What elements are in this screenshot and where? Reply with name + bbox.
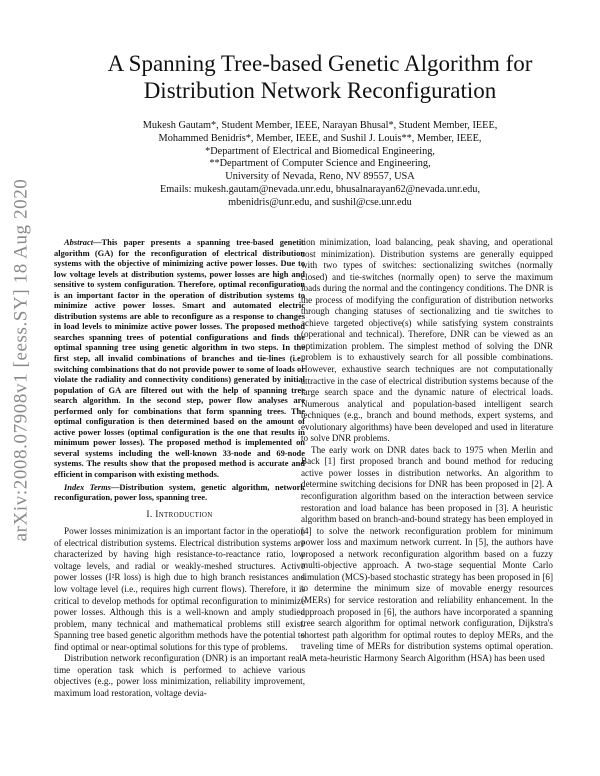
- index-terms: [54, 482, 305, 503]
- abstract-text: —This paper presents a spanning tree-based genetic algorithm (GA) for the reconfiguration of electrical distribution systems with the objective of minimizing active power losses. Due to low voltage levels at distribution systems, power losses are high and sensitive to system configuration. Therefore, optimal reconfiguration is an important factor in the operation of distribution systems to minimize active power losses. Smart and automated electric distribution systems are able to reconfigure as a response to changes in load levels to minimize active power losses. The proposed method searches spanning trees of potential configurations and finds the optimal spanning tree using genetic algorithm in two steps. In the first step, all invalid combinations of branches and tie-lines (i.e., switching combinations that do not provide power to some of loads or violate the radiality and connectivity conditions) generated by initial population of GA are filtered out with the help of spanning tree search algorithm. In the second step, power flow analyses are performed only for combinations that form spanning trees. The optimal configuration is then determined based on the amount of active power losses (optimal configuration is the one that results in minimum power losses). The proposed method is implemented on several systems including the well-known 33-node and 69-node systems. The results show that the proposed method is accurate and efficient in comparison with existing methods.: [54, 237, 305, 480]
- left-column: [54, 237, 305, 699]
- body-paragraph: Distribution network reconfiguration (DNR) is an important real-time operation task which is performed to achieve various objectives (e.g., power loss minimization, reliability improvement, maximum load restoration, voltage devia-: [54, 653, 305, 698]
- abstract-label: Abstract: [64, 237, 94, 247]
- affiliation-line: **Department of Computer Science and Engineering,: [209, 158, 431, 170]
- author-block: [50, 120, 590, 210]
- section-heading: I. Introduction: [146, 509, 213, 520]
- affiliation-line: University of Nevada, Reno, NV 89557, USA: [225, 171, 415, 183]
- right-column: [301, 237, 553, 664]
- email-line: Emails: mukesh.gautam@nevada.unr.edu, bhusalnarayan62@nevada.unr.edu,: [159, 183, 481, 195]
- index-terms-label: Index Terms: [64, 481, 111, 492]
- author-line: Mukesh Gautam*, Student Member, IEEE, Narayan Bhusal*, Student Member, IEEE,: [142, 120, 498, 131]
- arxiv-stamp: arXiv:2008.07908v1 [eess.SY] 18 Aug 2020: [10, 178, 31, 542]
- abstract: [54, 237, 305, 480]
- title-line: Distribution Network Reconfiguration: [143, 78, 497, 103]
- title-line: A Spanning Tree-based Genetic Algorithm for: [107, 51, 533, 76]
- paper-title: [40, 50, 600, 104]
- email-line: mbenidris@unr.edu, and sushil@cse.unr.edu: [228, 196, 412, 208]
- body-paragraph: tion minimization, load balancing, peak shaving, and operational cost minimization). Distribution systems are generally equipped with two types of switches: sectionalizing switches (normally closed) and tie-switches (normally open) to serve the maximum loads during the normal and the contingency conditions. The DNR is the process of modifying the configuration of distribution networks through changing statuses of sectionalizing and tie switches to achieve targeted objective(s) while satisfying system constraints (operational and technical). Therefore, DNR can be viewed as an optimization problem. The simplest method of solving the DNR problem is to exhaustively search for all possible combinations. However, exhaustive search techniques are not computationally attractive in the case of electrical distribution systems because of the large search space and the dynamic nature of electrical loads. Numerous analytical and population-based intelligent search techniques (e.g., branch and bound methods, expert systems, and evolutionary algorithms) have been developed and used in literature to solve DNR problems.: [301, 237, 553, 444]
- author-line: Mohammed Benidris*, Member, IEEE, and Sushil J. Louis**, Member, IEEE,: [158, 132, 482, 144]
- arxiv-identifier-margin: [1, 150, 41, 570]
- body-paragraph: Power losses minimization is an important factor in the operation of electrical distribution systems. Electrical distribution systems are characterized by having high resistance-to-reactance ratio, low voltage levels, and radial or weakly-meshed structures. Active power losses (I²R loss) is high due to high branch resistances and low voltage level (i.e., requires high current flows). Therefore, it is critical to develop methods for optimal reconfiguration to minimize power losses. Although this is a well-known and amply studied problem, many technical and mathematical problems still exist. Spanning tree based genetic algorithm methods have the potential to find optimal or near-optimal solutions for this type of problems.: [54, 526, 305, 652]
- index-terms-text: —Distribution system, genetic algorithm, network reconfiguration, power loss, spanning tree.: [54, 481, 306, 503]
- body-paragraph: The early work on DNR dates back to 1975 when Merlin and Back [1] first proposed branch and bound method for reducing active power losses in distribution networks. An algorithm to determine switching decisions for DNR has been proposed in [2]. A reconfiguration algorithm based on the interaction between service restoration and load balance has been proposed in [3]. A heuristic algorithm based on branch-and-bound strategy has been employed in [4] to solve the network reconfiguration problem for minimum power loss and maximum network current. In [5], the authors have proposed a network reconfiguration algorithm based on a fuzzy multi-objective approach. A two-stage sequential Monte Carlo simulation (MCS)-based stochastic strategy has been proposed in [6] to determine the minimum size of movable energy resources (MERs) for service restoration and reliability enhancement. In the approach proposed in [6], the authors have incorporated a spanning tree search algorithm for optimal network configuration, Dijkstra's shortest path algorithm for optimal routes to deploy MERs, and the traveling time of MERs for distribution systems optimal operation. A meta-heuristic Harmony Search Algorithm (HSA) has been used: [301, 444, 553, 663]
- affiliation-line: *Department of Electrical and Biomedical Engineering,: [205, 145, 435, 157]
